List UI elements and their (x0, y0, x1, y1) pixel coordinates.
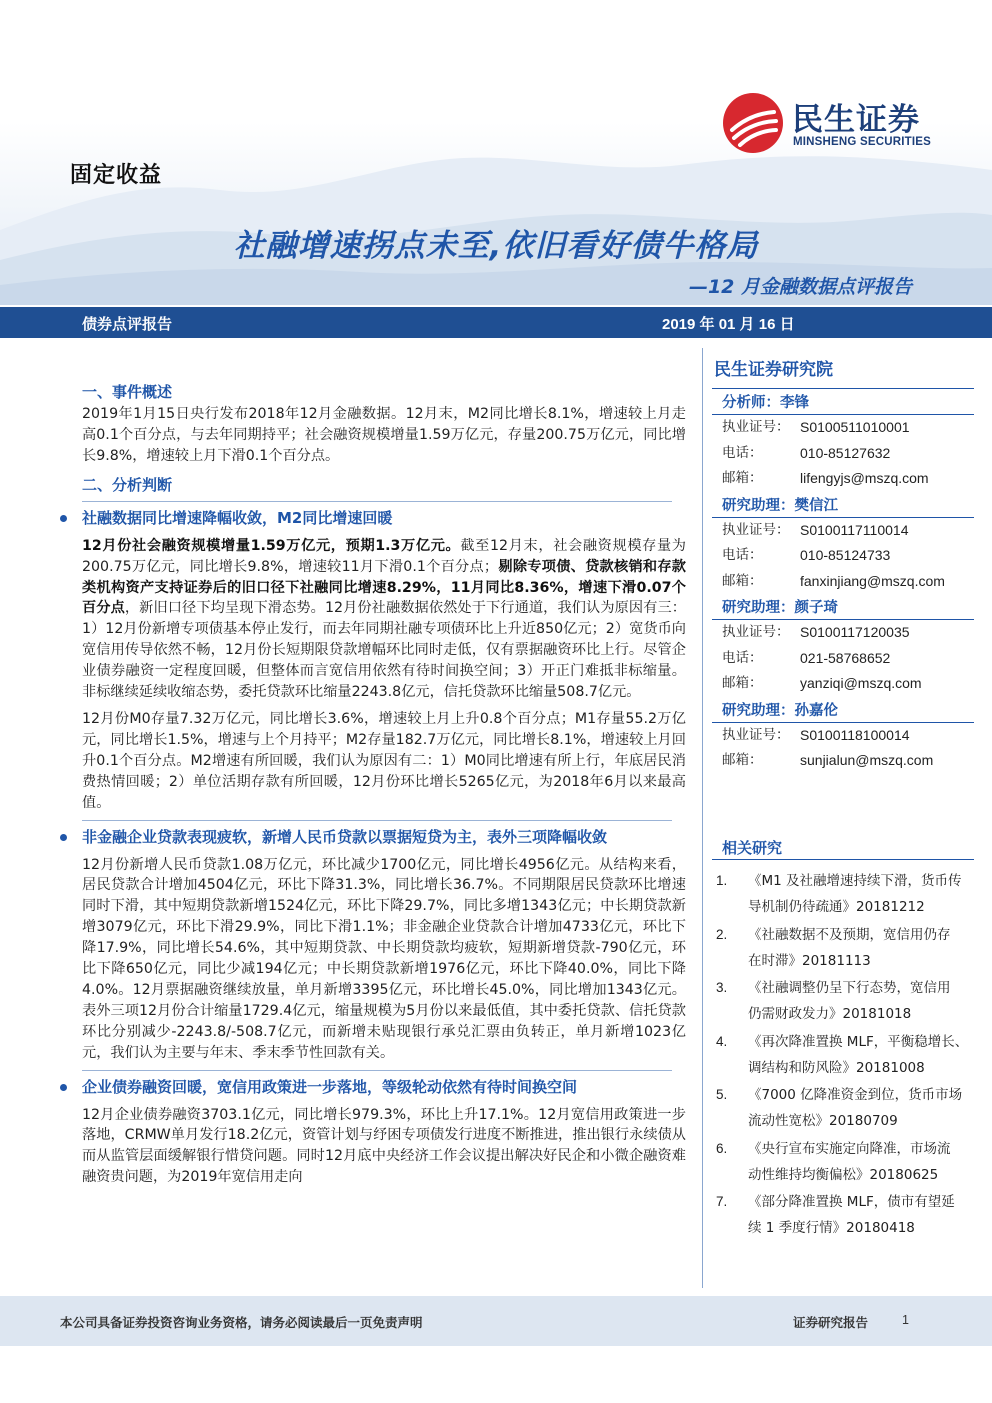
report-subtitle: —12 月金融数据点评报告 (688, 276, 912, 298)
assistant-info-row (712, 671, 974, 697)
loans-paragraph: 12月份新增人民币贷款1.08万亿元，环比减少1700亿元，同比增长4956亿元。从结构来看，居民贷款合计增加4504亿元，环比下降31.3%，同比增长36.7%。不同期限居民贷款环比增速同时下滑，其中短期贷款新增1524亿元，环比下降29.7%，同比多增1343亿元；中长期贷款新增3079亿元，环比下滑29.9%，同比下滑1.1%；非金融企业贷款合计增加4733亿元，环比下降17.9%，同比增长54.6%，其中短期贷款、中长期贷款均疲软，短期新增贷款-790亿元，环比下降650亿元，同比少减194亿元；中长期贷款新增1976亿元，环比下降40.0%，同比下降4.0%。12月票据融资继续放量，单月新增3395亿元，环比增长45.0%，同比增加1343亿元。表外三项12月份合计缩量1729.4亿元，缩量规模为5月份以来最低值，其中委托贷款、信托贷款环比分别减少-2243.8/-508.7亿元，而新增未贴现银行承兑汇票由负转正，单月新增1023亿元，我们认为主要与年末、季末季节性回款有关。 (82, 856, 686, 1061)
info-label: 执业证号： (722, 624, 790, 640)
assistant-info-row (712, 518, 974, 544)
bullet-dot-icon (60, 834, 67, 841)
bullet-heading-text: 社融数据同比增速降幅收敛，M2同比增速回暖 (82, 508, 393, 527)
item-line: 流动性宽松》20180709 (748, 1113, 898, 1129)
bullet-dot-icon (60, 515, 67, 522)
info-value: 010-85127632 (800, 444, 891, 461)
bullet-heading-loans (82, 825, 686, 849)
related-research-list (712, 868, 974, 1243)
info-label: 执业证号： (722, 419, 790, 435)
email-link[interactable]: sunjialun@mszq.com (800, 752, 934, 768)
assistant-heading: 研究助理：樊信江 (712, 494, 974, 518)
item-number: 2. (716, 926, 728, 942)
info-label: 执业证号： (722, 521, 790, 538)
item-line: 《再次降准置换 MLF，平衡稳增长、 (748, 1033, 969, 1050)
item-number: 1. (716, 873, 728, 888)
item-line: 在时滞》20181113 (748, 952, 871, 969)
list-item[interactable] (712, 975, 974, 1029)
list-item[interactable] (712, 1029, 974, 1083)
assistant-info-row (712, 723, 974, 749)
report-category: 固定收益 (70, 163, 163, 188)
info-value: S0100117110014 (800, 521, 909, 538)
item-line: 《部分降准置换 MLF，债市有望延 (748, 1194, 955, 1210)
item-line: 动性维持均衡偏松》20180625 (748, 1166, 939, 1183)
analyst-info-row (712, 415, 974, 441)
page-footer (0, 1296, 992, 1346)
analyst-info-row (712, 466, 974, 492)
list-item[interactable] (712, 1189, 974, 1243)
main-content (82, 380, 686, 1188)
report-type: 债券点评报告 (82, 315, 173, 333)
footer-report-label: 证券研究报告 (793, 1315, 869, 1330)
assistant-info-row (712, 646, 974, 672)
divider (712, 388, 974, 389)
info-value: 010-85124733 (800, 547, 891, 563)
report-title: 社融增速拐点未至,依旧看好债牛格局 (233, 228, 759, 264)
info-label: 电话： (722, 547, 763, 563)
sidebar (712, 356, 974, 774)
logo-chinese-name: 民生证券 (792, 102, 920, 138)
section-heading-analysis: 二、分析判断 (82, 475, 173, 494)
item-line: 调结构和防风险》20181008 (748, 1059, 925, 1076)
bullet-heading-text: 企业债券融资回暖，宽信用政策进一步落地，等级轮动依然有待时间换空间 (82, 1077, 578, 1096)
assistant-info-row (712, 748, 974, 774)
item-number: 5. (716, 1087, 728, 1102)
section-heading-overview: 一、事件概述 (82, 383, 173, 401)
bullet-heading-text: 非金融企业贷款表现疲软，新增人民币贷款以票据短贷为主，表外三项降幅收敛 (82, 827, 608, 846)
info-value: S0100117120035 (800, 624, 910, 640)
divider (82, 501, 672, 502)
money-supply-paragraph: 12月份M0存量7.32万亿元，同比增长3.6%，增速较上月上升0.8个百分点；M1存量55.2万亿元，同比增长1.5%，增速与上个月持平；M2存量182.7万亿元，同比增长8.1%，增速较上月回升0.1个百分点。M2增速有所回暖，我们认为原因有二：1）M0同比增速有所上行，年底居民消费热情回暖；2）单位活期存款有所回暖，12月份环比增长5265亿元，为2018年6月以来最高值。 (82, 710, 686, 811)
item-number: 4. (716, 1033, 728, 1049)
email-link[interactable]: lifengyjs@mszq.com (800, 470, 929, 486)
item-number: 3. (716, 980, 728, 995)
analyst-info-row (712, 441, 974, 467)
info-value: S0100118100014 (800, 726, 910, 743)
report-info-bar (0, 307, 992, 338)
logo-english-name: MINSHENG SECURITIES (793, 136, 931, 148)
divider (82, 1070, 672, 1071)
column-divider (702, 348, 703, 1288)
item-line: 仍需财政发力》20181018 (748, 1006, 912, 1022)
list-item[interactable] (712, 868, 974, 922)
list-item[interactable] (712, 922, 974, 976)
bold-text: 12月份社会融资规模增量1.59万亿元，预期1.3万亿元。 (82, 537, 461, 554)
info-label: 邮箱： (722, 752, 763, 768)
item-line: 《7000 亿降准资金到位，货币市场 (748, 1087, 963, 1103)
body-text: ，新旧口径下均呈现下滑态势。12月份社融数据依然处于下行通道，我们认为原因有三：1）12月份新增专项债基本停止发行，而去年同期社融专项债环比上升近850亿元；2）宽货币向宽信用传导依然不畅，12月份长短期限贷款增幅环比同时走低，仅有票据融资环比上行。尽管企业债券融资一定程度回暖，但整体而言宽信用依然有待时间换空间；3）开正门难抵非标缩量。非标继续延续收缩态势，委托贷款环比缩量2243.8亿元，信托贷款环比缩量508.7亿元。 (82, 600, 686, 701)
list-item[interactable] (712, 1082, 974, 1136)
info-label: 执业证号： (722, 726, 790, 743)
info-value: S0100511010001 (800, 419, 910, 435)
divider (82, 820, 672, 821)
item-line: 《M1 及社融增速持续下滑，货币传 (748, 873, 962, 889)
minsheng-logo-icon (722, 92, 784, 154)
analyst-heading: 分析师：李锋 (712, 391, 974, 415)
list-item[interactable] (712, 1136, 974, 1190)
assistant-info-row (712, 569, 974, 595)
footer-disclaimer: 本公司具备证券投资咨询业务资格，请务必阅读最后一页免责声明 (60, 1315, 423, 1330)
institute-name: 民生证券研究院 (714, 360, 833, 380)
item-line: 《央行宣布实施定向降准，市场流 (748, 1140, 951, 1157)
info-label: 邮箱： (722, 675, 763, 691)
related-research-heading: 相关研究 (712, 836, 974, 860)
email-link[interactable]: fanxinjiang@mszq.com (800, 572, 945, 589)
info-label: 邮箱： (722, 572, 763, 589)
info-label: 电话： (722, 649, 763, 666)
company-logo (722, 92, 952, 156)
item-line: 《社融调整仍呈下行态势，宽信用 (748, 980, 951, 996)
assistant-heading: 研究助理：颜子琦 (712, 596, 974, 620)
assistant-info-row (712, 620, 974, 646)
social-financing-paragraph (82, 536, 686, 703)
assistant-heading: 研究助理：孙嘉伦 (712, 699, 974, 723)
report-date: 2019 年 01 月 16 日 (662, 316, 795, 333)
body-text: 截至12月末，社会融资规模存量为200.75万亿元，同比增长9.8%，增速较11月下滑0.1个百分点； (82, 537, 686, 575)
page-number: 1 (902, 1313, 909, 1327)
item-number: 7. (716, 1194, 728, 1209)
item-line: 《社融数据不及预期，宽信用仍存 (748, 926, 951, 943)
info-value: 021-58768652 (800, 649, 891, 666)
item-line: 导机制仍待疏通》20181212 (748, 899, 925, 915)
bullet-dot-icon (60, 1084, 67, 1091)
info-label: 邮箱： (722, 470, 763, 486)
assistant-info-row (712, 543, 974, 569)
bonds-paragraph: 12月企业债券融资3703.1亿元，同比增长979.3%，环比上升17.1%。12月宽信用政策进一步落地，CRMW单月发行18.2亿元，资管计划与纾困专项债发行进度不断推进，推出银行永续债从而从监管层面缓解银行惜贷问题。同时12月底中央经济工作会议提出解决好民企和小微企融资难融资贵问题，为2019年宽信用走向 (82, 1106, 686, 1186)
bullet-heading-social-financing (82, 506, 686, 530)
bullet-heading-bonds (82, 1075, 686, 1099)
bold-text: 剔除专项债、贷款核销和存款类机构资产支持证券后的旧口径下社融同比增速8.29%，11月同比8.36%，增速下滑0.07个百分点 (82, 558, 686, 617)
item-line: 续 1 季度行情》20180418 (748, 1220, 915, 1236)
info-label: 电话： (722, 444, 763, 461)
overview-paragraph: 2019年1月15日央行发布2018年12月金融数据。12月末，M2同比增长8.1%，增速较上月走高0.1个百分点，与去年同期持平；社会融资规模增量1.59万亿元，存量200.75万亿元，同比增长9.8%，增速较上月下滑0.1个百分点。 (82, 406, 686, 464)
item-number: 6. (716, 1140, 728, 1156)
email-link[interactable]: yanziqi@mszq.com (800, 675, 922, 691)
